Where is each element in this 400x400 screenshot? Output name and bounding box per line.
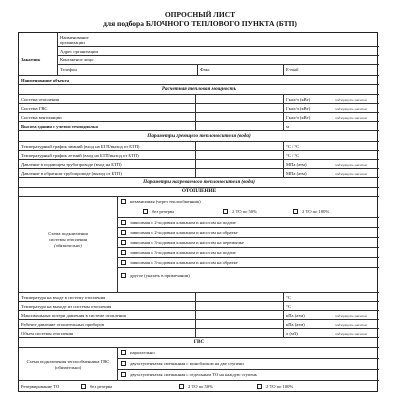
org-name-label: Наименование [60, 35, 89, 40]
gvs-option-separate: двухступенчатая смешанная с отдельным ТО на каждую ступень [130, 372, 257, 377]
heating-param-5: Объем системы отопления [21, 331, 74, 336]
heating-option-3way-return: зависимая с 3-ходовым клапаном и насосом на обратке [130, 260, 238, 265]
heat-unit-1: Гкал/ч (кВт) [286, 97, 311, 102]
gvs-option-parallel: параллельно [130, 350, 155, 355]
heating-param-3: Максимальные потери давления в системе отопления [21, 313, 126, 318]
primary-unit-1: °С / °С [286, 144, 300, 149]
heating-option-2way-supply: зависимая с 2-ходовым клапаном и насосом на подаче [130, 220, 236, 225]
heating-param-note-5: подчеркнуть значение [335, 332, 368, 336]
customer-label: Заказчик [21, 57, 41, 62]
heating-option-2way-return: зависимая с 2-ходовым клапаном и насосом на обратке [130, 230, 238, 235]
heating-header: ОТОПЛЕНИЕ [181, 188, 217, 194]
gvs-option-parallel-checkbox[interactable] [121, 350, 126, 355]
primary-unit-2: °С / °С [286, 153, 300, 158]
heating-param-unit-3: кПа (атм) [286, 313, 305, 318]
heating-param-4: Рабочее давление отопительных приборов [21, 322, 104, 327]
gvs-reserve-label: Резервирование ТО [21, 384, 60, 389]
gvs-reserve-100-checkbox[interactable] [257, 384, 262, 389]
heat-row-heating: Система отопления [21, 97, 59, 102]
reserve-none-label: без резерва [152, 209, 175, 214]
heating-param-unit-4: кПа (атм) [286, 322, 305, 327]
heating-scheme-label-2: системы отопления [48, 237, 88, 242]
gvs-option-monoblock: двухступенчатая смешанная с моноблоком на две ступени [130, 361, 244, 366]
page-subtitle: для подбора БЛОЧНОГО ТЕПЛОВОГО ПУНКТА (БТП) [103, 19, 297, 28]
gvs-reserve-none-checkbox[interactable] [81, 384, 86, 389]
org-name-label-2: организации [60, 40, 85, 45]
gvs-header: ГВС [193, 339, 205, 345]
building-height-unit: м [286, 124, 289, 129]
heating-param-unit-5: л (м3) [286, 331, 298, 336]
reserve-50-checkbox[interactable] [223, 209, 228, 214]
heating-option-3way-bypass: зависимая с 3-ходовым клапаном и насосом на перемычке [130, 240, 244, 245]
primary-unit-3: МПа (атм) [286, 162, 307, 167]
object-name-label: Наименование объекта [21, 78, 70, 83]
heating-option-independent: независимая (через теплообменник) [130, 199, 201, 204]
reserve-none-checkbox[interactable] [143, 209, 148, 214]
primary-row-3: Давление в подающем трубопроводе (вход на БТП) [21, 162, 122, 167]
phone-label: Телефон [60, 67, 77, 72]
heating-option-2way-supply-checkbox[interactable] [121, 220, 126, 225]
primary-header: Параметры греющего теплоносителя (вода) [147, 133, 251, 139]
primary-row-4: Давление в обратном трубопроводе (выход от БТП) [21, 171, 122, 176]
reserve-100-label: 2 ТО по 100% [302, 209, 330, 214]
gvs-option-monoblock-checkbox[interactable] [121, 361, 126, 366]
heating-scheme-label-3: (обязательно) [54, 243, 82, 248]
heat-load-header: Расчетная тепловая мощность [161, 86, 237, 92]
reserve-50-label: 2 ТО по 50% [232, 209, 257, 214]
underline-note-3: подчеркнуть значение [335, 116, 368, 120]
heating-param-note-4: подчеркнуть значение [335, 323, 368, 327]
building-height-label: Высота здания с учетом техподполья [21, 124, 98, 129]
reserve-100-checkbox[interactable] [293, 209, 298, 214]
contact-label: Контактное лицо [60, 57, 94, 62]
heating-param-unit-1: °С [286, 295, 291, 300]
gvs-scheme-label-2: (обязательно) [54, 365, 82, 370]
heating-option-3way-bypass-checkbox[interactable] [121, 240, 126, 245]
fax-label: Факс [200, 67, 210, 72]
gvs-reserve-50-label: 2 ТО по 50% [188, 384, 213, 389]
primary-note-4: подчеркнуть значение [335, 172, 368, 176]
form-table [18, 32, 378, 392]
heating-option-2way-return-checkbox[interactable] [121, 230, 126, 235]
email-label: E-mail [286, 67, 299, 72]
heating-option-3way-return-checkbox[interactable] [121, 260, 126, 265]
heating-option-3way-supply: зависимая с 3-ходовым клапаном и насосом на подаче [130, 250, 236, 255]
gvs-scheme-label-1: Схема подключения теплообменника ГВС [26, 359, 110, 364]
page-title: ОПРОСНЫЙ ЛИСТ [164, 10, 236, 19]
heating-scheme-label-1: Схема подключения [48, 231, 88, 236]
heating-param-unit-2: °С [286, 304, 291, 309]
heating-option-independent-checkbox[interactable] [121, 199, 126, 204]
primary-row-1: Температурный график зимний (вход на БТП/выход от БТП) [21, 144, 140, 149]
heat-unit-2: Гкал/ч (кВт) [286, 106, 311, 111]
heating-option-other: другое (указать в примечании) [130, 273, 190, 278]
primary-row-2: Температурный график летний (вход на БТП/выход от БТП) [21, 153, 139, 158]
primary-unit-4: МПа (атм) [286, 171, 307, 176]
primary-note-3: подчеркнуть значение [335, 163, 368, 167]
underline-note-1: подчеркнуть значение [335, 98, 368, 102]
heat-unit-3: Гкал/ч (кВт) [286, 115, 311, 120]
org-address-label: Адрес организации [60, 49, 98, 54]
heating-param-note-3: подчеркнуть значение [335, 314, 368, 318]
underline-note-2: подчеркнуть значение [335, 107, 368, 111]
gvs-option-separate-checkbox[interactable] [121, 372, 126, 377]
heating-param-1: Температура на входе в систему отопления [21, 295, 106, 300]
heat-row-vent: Система вентиляции [21, 115, 62, 120]
heating-option-other-checkbox[interactable] [121, 273, 126, 278]
gvs-reserve-50-checkbox[interactable] [179, 384, 184, 389]
gvs-reserve-100-label: 2 ТО по 100% [266, 384, 294, 389]
heating-option-3way-supply-checkbox[interactable] [121, 250, 126, 255]
gvs-reserve-none-label: без резерва [90, 384, 113, 389]
heat-row-gvs: Система ГВС [21, 106, 48, 111]
heating-param-2: Температура на выходе из системы отопления [21, 304, 112, 309]
secondary-header: Параметры нагреваемого теплоносителя (вода) [143, 179, 255, 185]
